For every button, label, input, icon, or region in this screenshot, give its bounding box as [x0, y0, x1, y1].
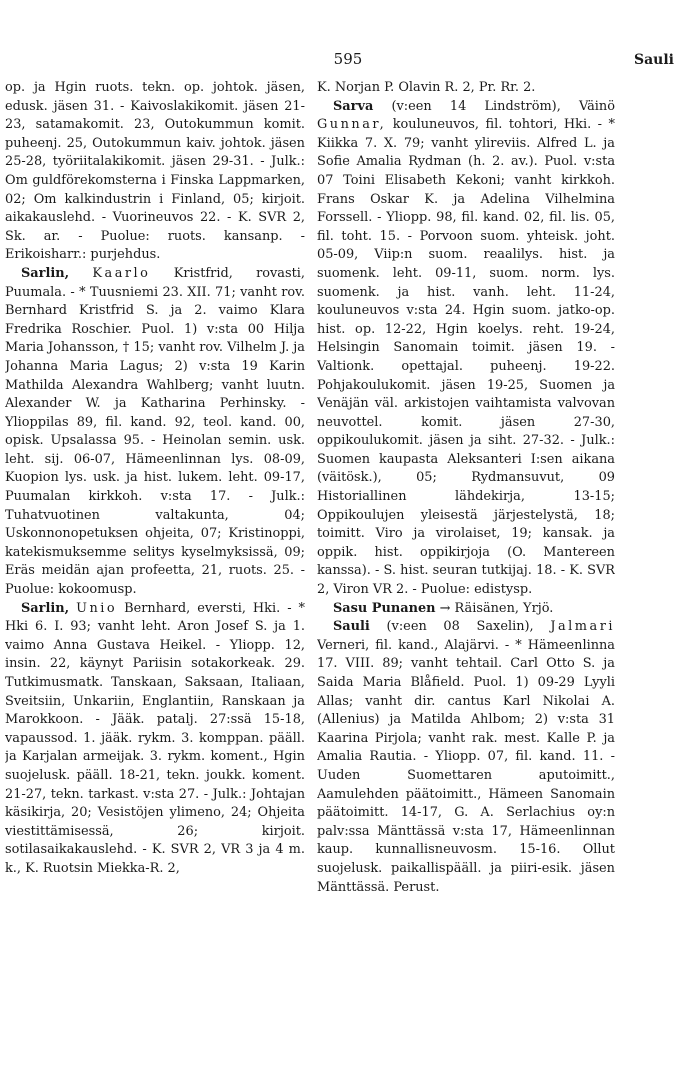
- entry-sasu-punanen: [317, 600, 615, 619]
- entry-text: Verneri, fil. kand., Alajärvi. - * Hämeenlinna 17. VIII. 89; vanht tehtail. Carl Otto S. ja Saida Maria Blåfield. Puol. 1) 09-29 Lyyli Allas; vanht dir. cantus Karl Nikolai A. (Allenius) ja Matilda Ahlbom; 2) v:sta 31 Kaarina Pirjola; vanht rak. mest. Kalle P. ja Amalia Rautia. - Yliopp. 07, fil. kand. 11. - Uuden Suomettaren aputoimitt., Aamulehden päätoimitt., Hämeen Sanomain päätoimitt. 14-17, G. A. Serlachius oy:n palv:ssa Mänttässä v:sta 17, Hämeenlinnan kaup. kunnallisneuvosm. 15-16. Ollut suojelusk. paikallispääll. ja piiri-esik. jäsen Mänttässä. Perust.: [317, 637, 615, 895]
- entry-sarva: [317, 98, 615, 600]
- entry-sarlin-kaarlo: [5, 265, 305, 600]
- entry-name: Sauli: [333, 619, 370, 635]
- left-column: [5, 79, 305, 1059]
- entry-name: Sarlin,: [21, 600, 70, 616]
- entry-text: Bernhard, eversti, Hki. - * Hki 6. I. 93; vanht leht. Aron Josef S. ja 1. vaimo Anna Gustava Heikel. - Yliopp. 12, insin. 22, käynyt Pariisin sotakorkeak. 29. Tutkimusmatk. Tanskaan, Saksaan, Italiaan, Sveitsiin, Unkariin, Englantiin, Ranskaan ja Marokkoon. - Jääk. patalj. 27:ssä 15-18, vapaussod. 1. jääk. rykm. 3. komppan. pääll. ja Karjalan armeijak. 3. rykm. koment., Hgin suojelusk. pääll. 18-21, tekn. joukk. koment. 21-27, tekn. tarkast. v:sta 27. - Julk.: Johtajan käsikirja, 20; Vesistöjen ylimeno, 24; Ohjeita viestittämisessä, 26; kirjoit. sotilasaikakauslehd. - K. SVR 2, VR 3 ja 4 m. k., K. Ruotsin Miekka-R. 2,: [5, 600, 305, 876]
- entry-sauli: [317, 618, 615, 897]
- entry-text: → Räisänen, Yrjö.: [439, 600, 554, 616]
- entry-text: K. Norjan P. Olavin R. 2, Pr. Rr. 2.: [317, 80, 536, 95]
- entry-text: kouluneuvos, fil. tohtori, Hki. - * Kiikka 7. X. 79; vanht ylireviis. Alfred L. ja Sofie Amalia Rydman (h. 2. av.). Puol. v:sta 07 Toini Elisabeth Kekoni; vanht kirkkoh. Frans Oskar K. ja Adelina Vilhelmina Forssell. - Yliopp. 98, fil. kand. 02, fil. lis. 05, fil. toht. 15. - Porvoon suom. yhteisk. joht. 05-09, Viip:n suom. reaalilys. hist. ja suomenk. leht. 09-11, suom. norm. lys. suomenk. ja hist. vanh. leht. 11-24, kouluneuvos v:sta 24. Hgin suom. jatko-op. hist. op. 12-22, Hgin koelys. reht. 19-24, Helsingin Sanomain toimit. jäsen 19. - Valtionk. opettajal. puheenj. 19-22. Pohjakoulukomit. jäsen 19-25, Suomen ja Venäjän väl. arkistojen vaihtamista valvovan neuvottel. komit. jäsen 27-30, oppikoulukomit. jäsen ja siht. 27-32. - Julk.: Suomen kaupasta Aleksanteri I:sen aikana (väitösk.), 05; Rydmansuvut, 09 Historiallinen lähdekirja, 13-15; Oppikoulujen yleisestä järjestelystä, 18; toimitt. Viro ja virolaiset, 19; kansak. ja oppik. hist. oppikirjoja (O. Mantereen kanssa). - S. hist. seuran tutkijaj. 18. - K. SVR 2, Viron VR 2. - Puolue: edistysp.: [317, 117, 615, 598]
- entry-text: Kristfrid, rovasti, Puumala. - * Tuusniemi 23. XII. 71; vanht rov. Bernhard Kristfrid S. ja 2. vaimo Klara Fredrika Roschier. Puol. 1) v:sta 00 Hilja Maria Johansson, † 15; vanht rov. Vilhelm J. ja Johanna Maria Lagus; 2) v:sta 19 Karin Mathilda Alexandra Wahlberg; vanht luutn. Alexander W. ja Katharina Perhinsky. - Ylioppilas 89, fil. kand. 92, teol. kand. 00, opisk. Upsalassa 95. - Heinolan semin. usk. leht. sij. 06-07, Hämeenlinnan lys. 08-09, Kuopion lys. usk. ja hist. lukem. leht. 09-17, Puumalan kirkkoh. v:sta 17. - Julk.: Tuhatvuotinen valtakunta, 04; Uskonnonopetuksen ohjeita, 07; Kristinoppi, katekismuksemme selitys kyselmyksissä, 09; Eräs meidän ajan profeetta, 21, ruots. 25. - Puolue: kokoomusp.: [5, 265, 305, 598]
- entry-given-name: Kaarlo: [92, 265, 151, 281]
- entry-given-name: Unio: [76, 600, 118, 616]
- entry-name: Sarlin,: [21, 265, 70, 281]
- running-head: [0, 50, 696, 70]
- entry-pre: (v:een 14 Lindström), Väinö: [391, 98, 615, 114]
- entry-text: op. ja Hgin ruots. tekn. op. johtok. jäsen, edusk. jäsen 31. - Kaivoslakikomit. jäsen 21-23, satamakomit. 23, Outokummun komit. puheenj. 25, Outokummun kaiv. johtok. jäsen 25-28, työriitalakikomit. jäsen 29-31. - Julk.: Om guldförekomsterna i Finska Lappmarken, 02; Om kalkindustrin i Finland, 05; kirjoit. aikakauslehd. - Vuorineuvos 22. - K. SVR 2, Sk. ar. - Puolue: ruots. kansanp. - Erikoisharr.: purjehdus.: [5, 80, 305, 263]
- entry-given-name: Jalmari: [550, 619, 615, 635]
- entry-name: Sarva: [333, 98, 374, 114]
- entry-pre: (v:een 08 Saxelin),: [386, 619, 534, 635]
- page-number: 595: [333, 50, 363, 68]
- running-name: Sauli: [634, 52, 674, 68]
- entry-sarlin-unio: [5, 600, 305, 879]
- right-column: [317, 79, 615, 1059]
- entry-given-name: Gunnar,: [317, 117, 387, 133]
- entry-continuation: [317, 79, 615, 98]
- entry-name: Sasu Punanen: [333, 600, 436, 616]
- entry-continuation: [5, 79, 305, 265]
